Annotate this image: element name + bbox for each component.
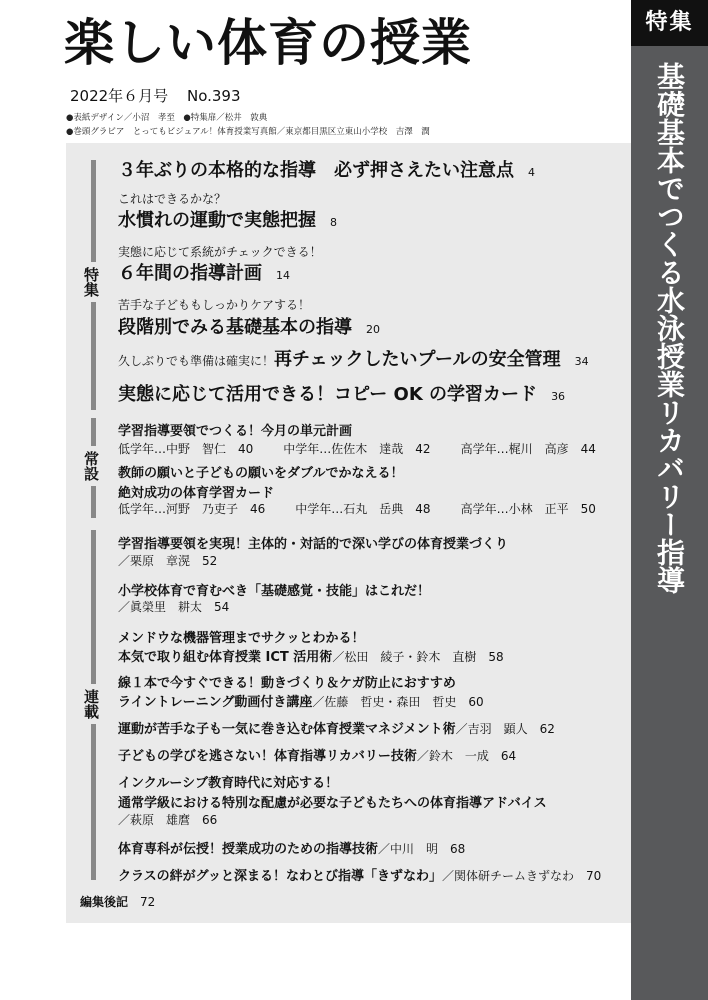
regular-entry-title[interactable]: 学習指導要領でつくる！今月の単元計画	[118, 424, 353, 439]
author: 中学年…佐佐木 達哉 42	[283, 442, 431, 456]
author: ／萩原 雄麿 66	[118, 813, 218, 827]
page-number: 14	[276, 269, 290, 282]
entry-title: 再チェックしたいプールの安全管理	[274, 349, 561, 370]
entry-kicker: これはできるかな？	[118, 192, 227, 206]
entry-title: 本気で取り組む体育授業 ICT 活用術	[118, 650, 333, 665]
entry-title: 体育専科が伝授！授業成功のための指導技術	[118, 842, 379, 857]
serial-entry-title[interactable]: 線１本で今すぐできる！動きづくり＆ケガ防止におすすめ	[118, 676, 456, 691]
serial-section-label: 連載	[78, 684, 104, 724]
author-row	[118, 500, 596, 517]
author-row	[118, 440, 596, 457]
page-number: 4	[528, 166, 535, 179]
serial-entry[interactable]	[118, 718, 555, 737]
page-number: 34	[574, 355, 589, 368]
author: 低学年…河野 乃吏子 46	[118, 502, 266, 516]
serial-entry-title[interactable]: インクルーシブ教育時代に対応する！	[118, 776, 339, 791]
author: 高学年…小林 正平 50	[460, 502, 596, 516]
feature-band-title: 基礎基本でつくる水泳授業リカバリー指導	[653, 62, 686, 594]
entry-kicker: 久しぶりでも準備は確実に！	[118, 354, 275, 368]
issue-number: No.393	[186, 87, 241, 105]
entry-kicker: 実態に応じて系統がチェックできる！	[118, 245, 322, 259]
feature-section-label: 特集	[78, 262, 104, 302]
serial-entry[interactable]	[118, 646, 504, 665]
feature-entry[interactable]	[118, 380, 565, 406]
serial-entry-title[interactable]: メンドウな機器管理までサクッとわかる！	[118, 631, 365, 646]
serial-entry[interactable]	[118, 745, 516, 764]
serial-entry[interactable]	[118, 865, 601, 884]
entry-title: ３年ぶりの本格的な指導 必ず押さえたい注意点	[118, 160, 514, 181]
feature-band-label: 特集	[631, 0, 708, 46]
feature-entry[interactable]	[118, 313, 380, 339]
postscript-entry[interactable]	[80, 893, 155, 910]
credits-line: ●表紙デザイン／小沼 孝至 ●特集扉／松井 敦典	[66, 113, 268, 123]
author: ／吉羽 顕人 62	[455, 722, 555, 736]
author: ／松田 綾子・鈴木 直樹 58	[332, 650, 504, 664]
feature-entry[interactable]	[118, 259, 290, 285]
author: 低学年…中野 智仁 40	[118, 442, 254, 456]
regular-entry-title[interactable]: 教師の願いと子どもの願いをダブルでかなえる！	[118, 466, 404, 481]
credits-line: ●巻頭グラビア とってもビジュアル！体育授業写真館／東京都目黒区立東山小学校 吉澤 潤	[66, 127, 430, 137]
author: 高学年…梶川 高彦 44	[460, 442, 596, 456]
credits	[66, 111, 430, 139]
entry-title: 段階別でみる基礎基本の指導	[118, 317, 352, 338]
feature-band	[631, 0, 708, 1000]
entry-title: 子どもの学びを逃さない！体育指導リカバリー技術	[118, 749, 417, 764]
page-number: 20	[366, 323, 380, 336]
postscript-label: 編集後記	[80, 895, 129, 909]
feature-entry[interactable]	[118, 156, 535, 182]
serial-entry-title[interactable]: 学習指導要領を実現！主体的・対話的で深い学びの体育授業づくり	[118, 537, 509, 552]
magazine-title: 楽しい体育の授業	[64, 14, 472, 72]
page-number: 8	[330, 216, 337, 229]
regular-entry-title[interactable]: 絶対成功の体育学習カード	[118, 486, 275, 501]
entry-title: 運動が苦手な子も一気に巻き込む体育授業マネジメント術	[118, 722, 456, 737]
serial-entry[interactable]	[118, 838, 465, 857]
author: ／中川 明 68	[378, 842, 466, 856]
issue-info	[70, 85, 255, 106]
author: 中学年…石丸 岳典 48	[295, 502, 431, 516]
serial-entry-title[interactable]: 通常学級における特別な配慮が必要な子どもたちへの体育指導アドバイス	[118, 796, 547, 811]
entry-title: 水慣れの運動で実態把握	[118, 210, 316, 231]
issue-date: 2022年６月号	[70, 87, 169, 105]
entry-title: クラスの絆がグッと深まる！なわとび指導「きずなわ」	[118, 869, 442, 884]
entry-title: 実態に応じて活用できる！コピー OK の学習カード	[118, 384, 538, 405]
author: ／眞榮里 耕太 54	[118, 600, 230, 614]
page-number: 72	[140, 895, 156, 909]
regular-section-label: 常設	[78, 446, 104, 486]
author: ／栗原 章滉 52	[118, 554, 218, 568]
page-number: 36	[551, 390, 566, 403]
feature-entry[interactable]	[118, 206, 337, 232]
entry-title: ６年間の指導計画	[118, 263, 262, 284]
author: ／佐藤 哲史・森田 哲史 60	[312, 695, 484, 709]
entry-kicker: 苦手な子どももしっかりケアする！	[118, 298, 311, 312]
serial-entry-title[interactable]: 小学校体育で育むべき「基礎感覚・技能」はこれだ！	[118, 584, 431, 599]
entry-title: ライントレーニング動画付き講座	[118, 695, 313, 710]
serial-entry[interactable]	[118, 691, 484, 710]
feature-entry[interactable]	[118, 345, 589, 371]
author: ／関体研チームきずなわ 70	[441, 869, 602, 883]
author: ／鈴木 一成 64	[416, 749, 517, 763]
